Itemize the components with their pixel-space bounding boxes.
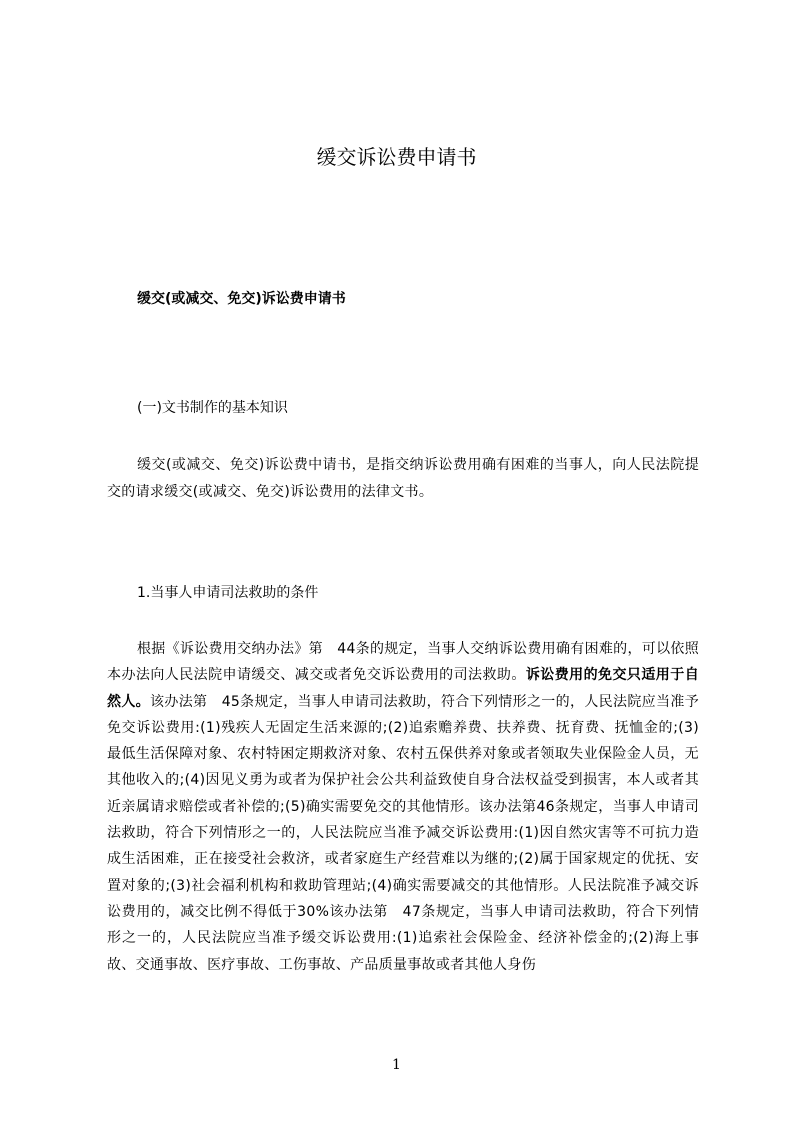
paragraph-text-part-1: 根据《诉讼费用交纳办法》第 44条的规定，当事人交纳诉讼费用确有困难的，可以依照本办法向人民法院申请缓交、减交或者免交诉讼费用的司法救助。: [107, 641, 699, 684]
page-number: 1: [392, 1057, 401, 1073]
paragraph-definition: 缓交(或减交、免交)诉讼费中请书，是指交纳诉讼费用确有困难的当事人，向人民法院提交的请求缓交(或减交、免交)诉讼费用的法律文书。: [107, 457, 699, 500]
paragraph-judicial-aid-rules: [107, 636, 699, 1026]
section-heading-judicial-aid-conditions: 1.当事人申请司法救助的条件: [137, 585, 319, 601]
section-heading-basic-knowledge: (一)文书制作的基本知识: [137, 400, 288, 416]
document-title: 缓交诉讼费申请书: [316, 145, 477, 169]
paragraph-bold-emphasis: 诉讼费用的免交只适用于自然人。: [107, 667, 699, 710]
document-subtitle: 缓交(或减交、免交)诉讼费申请书: [137, 291, 346, 307]
paragraph-text-part-2: 该办法第 45条规定，当事人申请司法救助，符合下列情形之一的，人民法院应当准予免交诉讼费用:(1)残疾人无固定生活来源的;(2)追索赡养费、扶养费、抚育费、抚恤金的;(3)最低生活保障对象、农村特困定期救济对象、农村五保供养对象或者领取失业保险金人员，无其他收入的;(4)因见义勇为或者为保护社会公共利益致使自身合法权益受到损害，本人或者其近亲属请求赔偿或者补偿的;(5)确实需要免交的其他情形。该办法第46条规定，当事人申请司法救助，符合下列情形之一的，人民法院应当准予减交诉讼费用:(1)因自然灾害等不可抗力造成生活困难，正在接受社会救济，或者家庭生产经营难以为继的;(2)属于国家规定的优抚、安置对象的;(3)社会福利机构和救助管理站;(4)确实需要减交的其他情形。人民法院准予减交诉讼费用的，减交比例不得低于30%该办法第 47条规定，当事人申请司法救助，符合下列情形之一的，人民法院应当准予缓交诉讼费用:(1)追索社会保险金、经济补偿金的;(2)海上事故、交通事故、医疗事故、工伤事故、产品质量事故或者其他人身伤: [107, 693, 699, 973]
